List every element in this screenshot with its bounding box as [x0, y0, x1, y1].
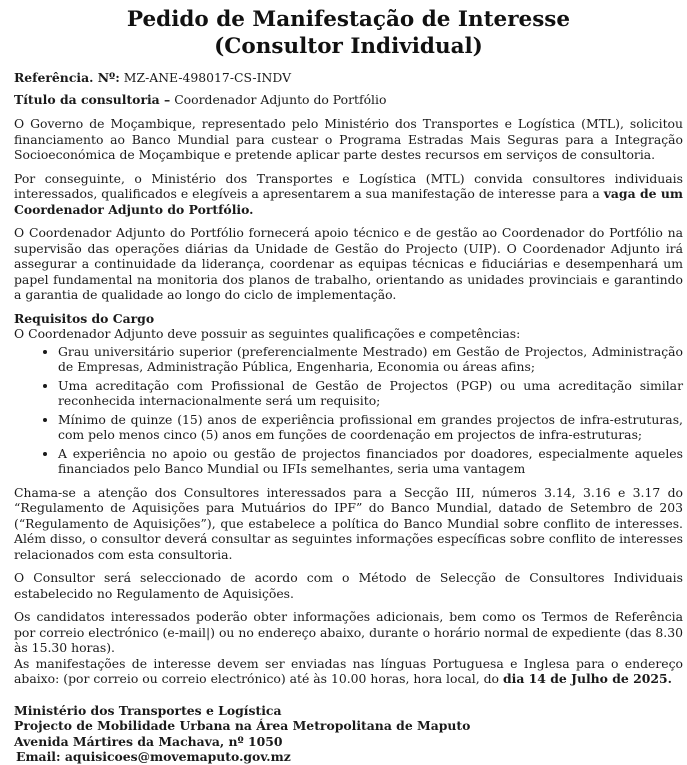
paragraph-role-description: O Coordenador Adjunto do Portfólio fornecerá apoio técnico e de gestão ao Coordenador do Portfólio na supervisão das operações diárias da Unidade de Gestão do Projecto (UIP). O Coordenador Adjunto irá assegurar a continuidade da liderança, coordenar as equipas técnicas e fiduciárias e desempenhará um papel fundamental na monitoria dos planos de trabalho, orientando as unidades provinciais e garantindo a garantia de qualidade ao longo do ciclo de implementação.: [14, 225, 683, 302]
paragraph-submission: [14, 656, 683, 687]
contact-email[interactable]: Email: aquisicoes@movemaputo.gov.mz: [16, 749, 291, 764]
contact-ministry: Ministério dos Transportes e Logística: [14, 702, 282, 718]
paragraph-information: Os candidatos interessados poderão obter informações adicionais, bem como os Termos de Referência por correio electrónico (e-mail|) ou no endereço abaixo, durante o horário normal de expediente (das 8.30 às 15.30 horas).: [14, 609, 683, 655]
invitation-text: Por conseguinte, o Ministério dos Transportes e Logística (MTL) convida consultores individuais interessados, qualificados e elegíveis a apresentarem a sua manifestação de interesse para a: [14, 170, 683, 201]
contact-block: [14, 703, 683, 765]
paragraph-conflict-of-interest: Chama-se a atenção dos Consultores interessados para a Secção III, números 3.14, 3.16 e 3.17 do “Regulamento de Aquisições para Mutuários do IPF” do Banco Mundial, datado de Setembro de 203 (“Regulamento de Aquisições”), que estabelece a política do Banco Mundial sobre conflito de interesses. Além disso, o consultor deverá consultar as seguintes informações específicas sobre conflito de interesses relacionados com esta consultoria.: [14, 484, 683, 562]
requirements-intro: O Coordenador Adjunto deve possuir as seguintes qualificações e competências:: [14, 326, 521, 341]
contact-address: Avenida Mártires da Machava, nº 1050: [14, 733, 283, 749]
paragraph-invitation: [14, 171, 683, 218]
reference-line: [14, 70, 683, 86]
reference-label: Referência. Nº:: [14, 70, 120, 85]
title-line-2: (Consultor Individual): [214, 34, 483, 59]
contact-project: Projecto de Mobilidade Urbana na Área Metropolitana de Maputo: [14, 718, 471, 733]
consultancy-value: Coordenador Adjunto do Portfólio: [174, 91, 387, 107]
paragraph-selection-method: O Consultor será seleccionado de acordo com o Método de Selecção de Consultores Individuais estabelecido no Regulamento de Aquisições.: [14, 570, 683, 601]
page-title: [14, 6, 683, 60]
submission-deadline: dia 14 de Julho de 2025.: [502, 671, 672, 686]
paragraph-financing: O Governo de Moçambique, representado pelo Ministério dos Transportes e Logística (MTL), solicitou financiamento ao Banco Mundial para custear o Programa Estradas Mais Seguras para a Integração Socioeconómica de Moçambique e pretende aplicar parte destes recursos em serviços de consultoria.: [14, 116, 683, 162]
consultancy-label: Título da consultoria –: [14, 91, 171, 107]
requirements-heading: Requisitos do Cargo: [14, 310, 155, 326]
reference-value: MZ-ANE-498017-CS-INDV: [123, 70, 292, 85]
submission-text: As manifestações de interesse devem ser enviadas nas línguas Portuguesa e Inglesa para o endereço abaixo: (por correio ou correio electrónico) até às 10.00 horas, hora local, do: [14, 655, 683, 686]
requirement-item: • Grau universitário superior (preferencialmente Mestrado) em Gestão de Projectos, Administração de Empresas, Administração Pública, Engenharia, Economia ou áreas afins;: [58, 344, 683, 375]
requirements-list: [14, 344, 683, 477]
requirement-item: • A experiência no apoio ou gestão de projectos financiados por doadores, especialmente aqueles financiados pelo Banco Mundial ou IFIs semelhantes, seria uma vantagem: [58, 446, 683, 477]
invitation-position: vaga de um Coordenador Adjunto do Portfólio.: [14, 186, 683, 217]
requirement-item: • Mínimo de quinze (15) anos de experiência profissional em grandes projectos de infra-estruturas, com pelo menos cinco (5) anos em funções de coordenação em projectos de infra-estruturas;: [58, 412, 683, 443]
consultancy-title-line: [14, 92, 683, 108]
title-line-1: Pedido de Manifestação de Interesse: [126, 7, 571, 32]
requirement-item: • Uma acreditação com Profissional de Gestão de Projectos (PGP) ou uma acreditação similar reconhecida internacionalmente será um requisito;: [58, 378, 683, 409]
